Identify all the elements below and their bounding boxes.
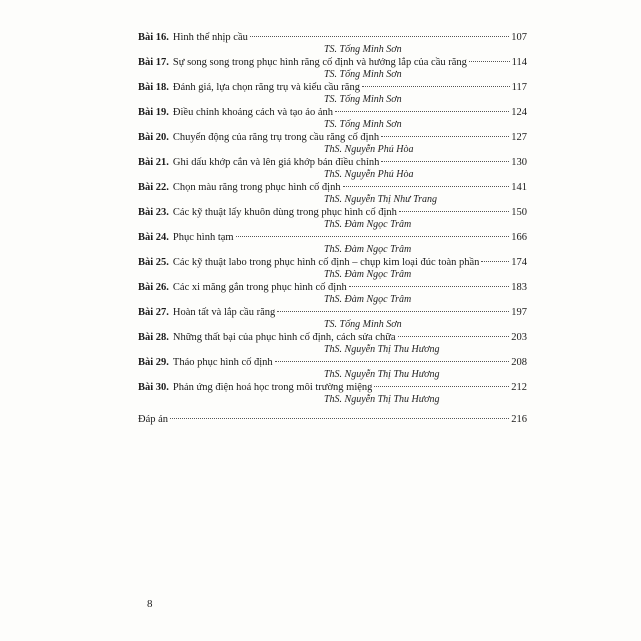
dot-leader bbox=[170, 418, 509, 419]
toc-entry-line bbox=[138, 156, 527, 169]
dot-leader bbox=[349, 286, 510, 287]
toc-entry[interactable] bbox=[138, 106, 527, 131]
dot-leader bbox=[362, 86, 510, 87]
lesson-author: TS. Tống Minh Sơn bbox=[324, 94, 402, 105]
lesson-number: Bài 21. bbox=[138, 157, 169, 168]
toc-entry-line bbox=[138, 106, 527, 119]
toc-entry-answers[interactable] bbox=[138, 413, 527, 426]
lesson-page: 130 bbox=[511, 157, 527, 168]
lesson-title: Phản ứng điện hoá học trong môi trường miệng bbox=[172, 382, 373, 393]
toc-entry-line bbox=[138, 281, 527, 294]
lesson-author: ThS. Nguyễn Thị Thu Hương bbox=[324, 394, 440, 405]
toc-entry[interactable] bbox=[138, 356, 527, 381]
toc-entry-line bbox=[138, 256, 527, 269]
lesson-title: Tháo phục hình cố định bbox=[172, 357, 273, 368]
toc-entry-line bbox=[138, 131, 527, 144]
toc-entry[interactable] bbox=[138, 31, 527, 56]
toc-entry-line bbox=[138, 181, 527, 194]
toc-entry-line bbox=[138, 31, 527, 44]
table-of-contents bbox=[138, 31, 527, 426]
lesson-page: 183 bbox=[511, 282, 527, 293]
dot-leader bbox=[481, 261, 509, 262]
toc-entry[interactable] bbox=[138, 206, 527, 231]
lesson-title: Ghi dấu khớp cắn và lên giá khớp bán điều chỉnh bbox=[172, 157, 380, 168]
lesson-author: ThS. Nguyễn Phú Hòa bbox=[324, 144, 414, 155]
lesson-page: 124 bbox=[511, 107, 527, 118]
lesson-number: Bài 25. bbox=[138, 257, 169, 268]
toc-entry[interactable] bbox=[138, 306, 527, 331]
lesson-page: 127 bbox=[511, 132, 527, 143]
lesson-page: 117 bbox=[511, 82, 527, 93]
lesson-title: Điều chỉnh khoảng cách và tạo ảo ảnh bbox=[172, 107, 333, 118]
dot-leader bbox=[343, 186, 510, 187]
dot-leader bbox=[381, 136, 509, 137]
lesson-title: Hoàn tất và lắp cầu răng bbox=[172, 307, 276, 318]
answers-page: 216 bbox=[511, 414, 527, 425]
dot-leader bbox=[277, 311, 509, 312]
toc-entry[interactable] bbox=[138, 281, 527, 306]
lesson-page: 174 bbox=[511, 257, 527, 268]
toc-entry-line bbox=[138, 206, 527, 219]
lesson-title: Những thất bại của phục hình cố định, cách sửa chữa bbox=[172, 332, 396, 343]
lesson-author: ThS. Đàm Ngọc Trâm bbox=[324, 269, 412, 280]
toc-entry[interactable] bbox=[138, 231, 527, 256]
lesson-author: ThS. Nguyễn Thị Thu Hương bbox=[324, 369, 440, 380]
lesson-number: Bài 24. bbox=[138, 232, 169, 243]
lesson-title: Sự song song trong phục hình răng cố định và hướng lắp của cầu răng bbox=[172, 57, 467, 68]
lesson-title: Chuyển động của răng trụ trong cầu răng cố định bbox=[172, 132, 380, 143]
lesson-number: Bài 28. bbox=[138, 332, 169, 343]
lesson-author: ThS. Nguyễn Phú Hòa bbox=[324, 169, 414, 180]
lesson-page: 212 bbox=[511, 382, 527, 393]
toc-entry[interactable] bbox=[138, 331, 527, 356]
lesson-number: Bài 16. bbox=[138, 32, 169, 43]
lesson-number: Bài 17. bbox=[138, 57, 169, 68]
lesson-title: Đánh giá, lựa chọn răng trụ và kiểu cầu răng bbox=[172, 82, 360, 93]
lesson-title: Các kỹ thuật labo trong phục hình cố định – chụp kim loại đúc toàn phần bbox=[172, 257, 480, 268]
toc-entry[interactable] bbox=[138, 156, 527, 181]
toc-entry-line bbox=[138, 81, 527, 94]
lesson-title: Các xi măng gắn trong phục hình cố định bbox=[172, 282, 347, 293]
lesson-author: TS. Tống Minh Sơn bbox=[324, 119, 402, 130]
lesson-number: Bài 29. bbox=[138, 357, 169, 368]
lesson-page: 208 bbox=[511, 357, 527, 368]
toc-entry-line bbox=[138, 231, 527, 244]
dot-leader bbox=[374, 386, 509, 387]
lesson-number: Bài 26. bbox=[138, 282, 169, 293]
toc-entry-line bbox=[138, 356, 527, 369]
dot-leader bbox=[236, 236, 510, 237]
toc-entry[interactable] bbox=[138, 256, 527, 281]
lesson-title: Các kỹ thuật lấy khuôn dùng trong phục hình cố định bbox=[172, 207, 397, 218]
dot-leader bbox=[335, 111, 509, 112]
lesson-author: ThS. Đàm Ngọc Trâm bbox=[324, 294, 412, 305]
lesson-page: 150 bbox=[511, 207, 527, 218]
toc-entry[interactable] bbox=[138, 81, 527, 106]
lesson-page: 166 bbox=[511, 232, 527, 243]
dot-leader bbox=[381, 161, 509, 162]
lesson-title: Hình thể nhịp cầu bbox=[172, 32, 248, 43]
answers-title: Đáp án bbox=[138, 414, 169, 425]
toc-entry-line bbox=[138, 306, 527, 319]
lesson-author: TS. Tống Minh Sơn bbox=[324, 69, 402, 80]
lesson-page: 107 bbox=[511, 32, 527, 43]
lesson-page: 197 bbox=[511, 307, 527, 318]
lesson-author: ThS. Nguyễn Thị Như Trang bbox=[324, 194, 437, 205]
lesson-page: 114 bbox=[511, 57, 527, 68]
lesson-number: Bài 22. bbox=[138, 182, 169, 193]
toc-entry-line bbox=[138, 331, 527, 344]
lesson-number: Bài 30. bbox=[138, 382, 169, 393]
lesson-author: ThS. Đàm Ngọc Trâm bbox=[324, 244, 412, 255]
dot-leader bbox=[275, 361, 510, 362]
toc-entry[interactable] bbox=[138, 381, 527, 406]
lesson-number: Bài 18. bbox=[138, 82, 169, 93]
lesson-number: Bài 20. bbox=[138, 132, 169, 143]
dot-leader bbox=[250, 36, 509, 37]
lesson-number: Bài 19. bbox=[138, 107, 169, 118]
toc-entry-line bbox=[138, 56, 527, 69]
lesson-author: ThS. Đàm Ngọc Trâm bbox=[324, 219, 412, 230]
dot-leader bbox=[398, 336, 510, 337]
lesson-author: TS. Tống Minh Sơn bbox=[324, 44, 402, 55]
lesson-number: Bài 27. bbox=[138, 307, 169, 318]
toc-entry-line bbox=[138, 381, 527, 394]
dot-leader bbox=[399, 211, 509, 212]
lesson-author: TS. Tống Minh Sơn bbox=[324, 319, 402, 330]
lesson-page: 203 bbox=[511, 332, 527, 343]
lesson-author: ThS. Nguyễn Thị Thu Hương bbox=[324, 344, 440, 355]
lesson-page: 141 bbox=[511, 182, 527, 193]
dot-leader bbox=[469, 61, 510, 62]
page-number: 8 bbox=[147, 598, 153, 610]
toc-entry[interactable] bbox=[138, 181, 527, 206]
toc-entries bbox=[138, 31, 527, 406]
lesson-title: Phục hình tạm bbox=[172, 232, 234, 243]
toc-entry[interactable] bbox=[138, 131, 527, 156]
lesson-title: Chọn màu răng trong phục hình cố định bbox=[172, 182, 341, 193]
lesson-number: Bài 23. bbox=[138, 207, 169, 218]
toc-entry[interactable] bbox=[138, 56, 527, 81]
